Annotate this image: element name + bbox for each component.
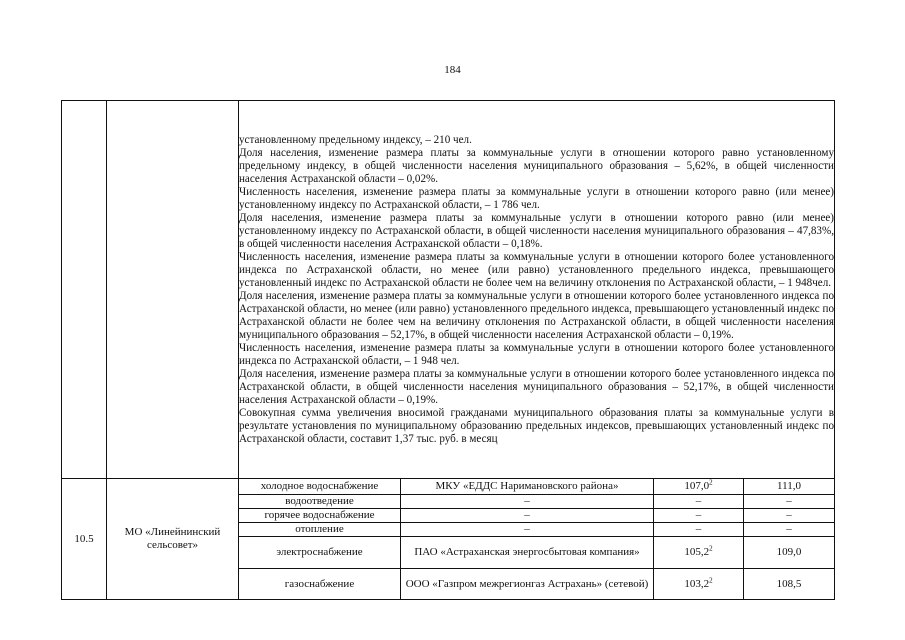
service-name: водоотведение [239,495,401,509]
index-value: – [654,509,744,523]
limit-value: – [744,509,835,523]
index-value: – [654,495,744,509]
footnote-mark: 2 [709,575,713,584]
service-name: электроснабжение [239,537,401,569]
page-number: 184 [444,64,461,76]
limit-value: – [744,523,835,537]
paragraph: Доля населения, изменение размера платы за коммунальные услуги в отношении которого равно установленному предельному индексу, в общей численности населения муниципального образования – 5,62%, в общей численности населения Астраханской области – 0,02%. [239,146,834,185]
limit-value: 108,5 [744,569,835,600]
provider-name: ООО «Газпром межрегионгаз Астрахань» (сетевой) [401,569,654,600]
municipality-name: МО «Линейнинский сельсовет» [107,479,239,600]
paragraph: установленному предельному индексу, – 210 чел. [239,133,472,146]
index-value: 103,2$^2$ [654,569,744,600]
blank-municipality-cell [107,101,239,479]
provider-name: – [401,509,654,523]
continuation-text-cell [239,101,835,479]
provider-name: ПАО «Астраханская энергосбытовая компания» [401,537,654,569]
provider-name: – [401,523,654,537]
service-row [62,479,835,495]
paragraph: Численность населения, изменение размера платы за коммунальные услуги в отношении которого более установленного индекса по Астраханской области, – 1 948 чел. [239,341,834,367]
service-name: холодное водоснабжение [239,479,401,495]
paragraph: Численность населения, изменение размера платы за коммунальные услуги в отношении которого равно (или менее) установленному индексу по Астраханской области, – 1 786 чел. [239,185,834,211]
paragraph: Совокупная сумма увеличения вносимой гражданами муниципального образования платы за коммунальные услуги в результате установления по муниципальному образованию предельных индексов, превышающих установленный индекс по Астраханской области, составит 1,37 тыс. руб. в месяц [239,406,834,445]
limit-value: – [744,495,835,509]
footnote-mark: 2 [709,544,713,553]
index-value: 105,2$^2$ [654,537,744,569]
limit-value: 111,0 [744,479,835,495]
paragraph: Доля населения, изменение размера платы за коммунальные услуги в отношении которого более установленного индекса по Астраханской области, в общей численности населения муниципального образования – 52,17%, в общей численности населения Астраханской области – 0,19%. [239,367,834,406]
entry-number: 10.5 [62,479,107,600]
service-name: отопление [239,523,401,537]
paragraph: Численность населения, изменение размера платы за коммунальные услуги в отношении которого более установленного индекса по Астраханской области, но менее (или равно) установленного предельного индекса, превышающего установленный индекс по Астраханской области не более чем на величину отклонения по Астраханской области, – 1 948чел. [239,250,834,289]
provider-name: – [401,495,654,509]
index-value: – [654,523,744,537]
tariff-index-table [61,100,835,600]
paragraph: Доля населения, изменение размера платы за коммунальные услуги в отношении которого равно (или менее) установленному индексу по Астраханской области, в общей численности населения муниципального образования – 47,83%, в общей численности населения Астраханской области – 0,18%. [239,211,834,250]
service-name: газоснабжение [239,569,401,600]
footnote-mark: 2 [709,478,713,487]
continuation-row [62,101,835,479]
provider-name: МКУ «ЕДДС Наримановского района» [401,479,654,495]
limit-value: 109,0 [744,537,835,569]
service-name: горячее водоснабжение [239,509,401,523]
blank-number-cell [62,101,107,479]
index-value: 107,0$^2$ [654,479,744,495]
paragraph: Доля населения, изменение размера платы за коммунальные услуги в отношении которого более установленного индекса по Астраханской области, но менее (или равно) установленного предельного индекса, превышающего установленный индекс по Астраханской области не более чем на величину отклонения по Астраханской области, в общей численности населения муниципального образования – 52,17%, в общей численности населения Астраханской области – 0,19%. [239,289,834,341]
